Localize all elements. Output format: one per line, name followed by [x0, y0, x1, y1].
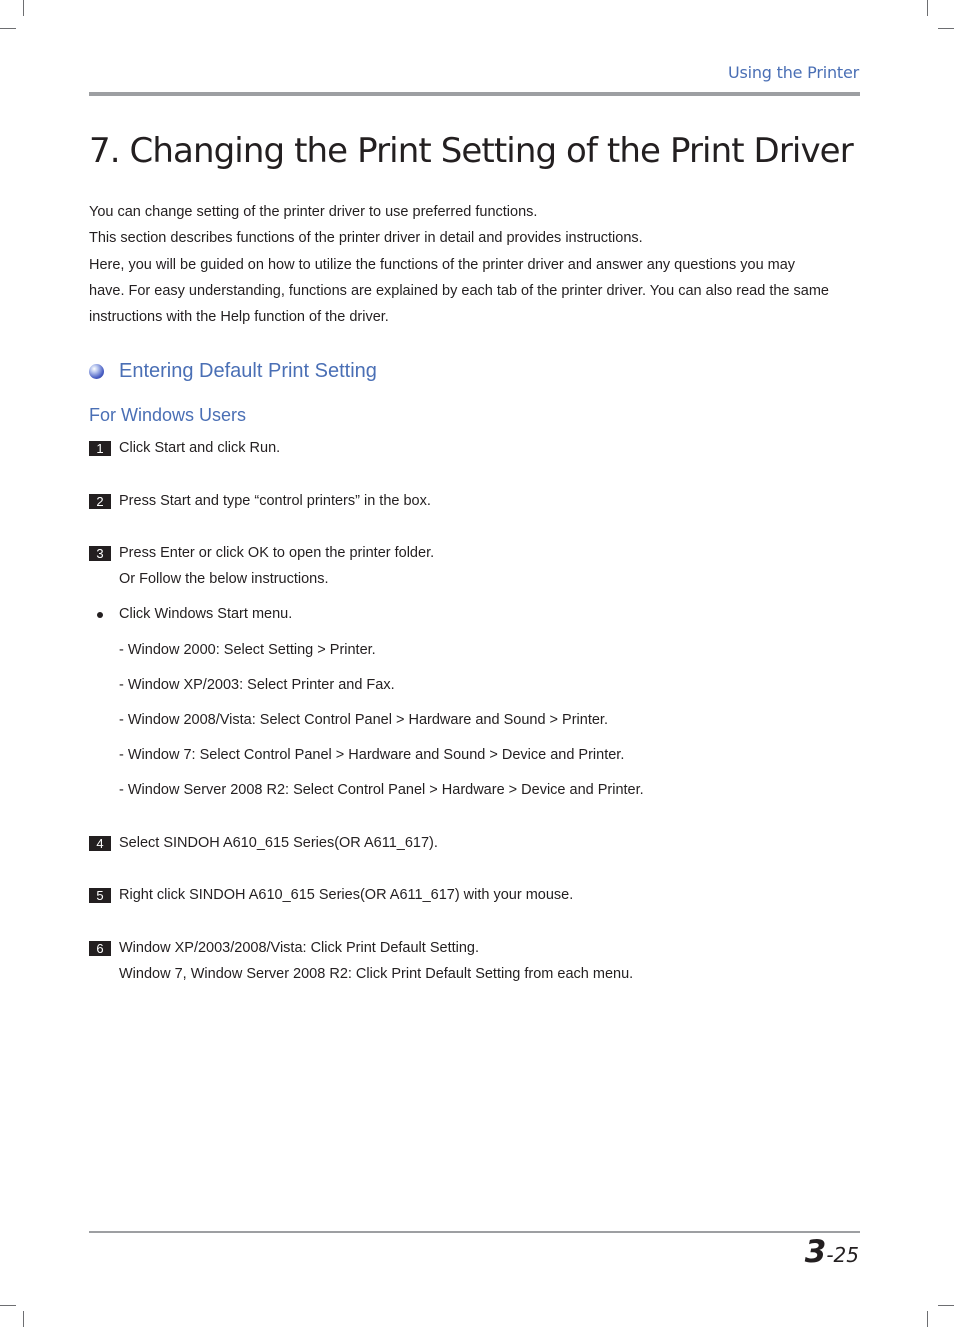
step-text: Press Enter or click OK to open the printer folder.	[119, 545, 435, 561]
page-title: 7. Changing the Print Setting of the Print Driver	[89, 131, 853, 171]
intro-text	[89, 199, 829, 330]
step-number-badge: 6	[89, 941, 111, 956]
section-heading	[89, 360, 377, 383]
bullet-ball-icon	[89, 364, 104, 379]
footer-rule	[89, 1231, 860, 1233]
step-number-badge: 2	[89, 494, 111, 509]
step-2	[89, 493, 431, 509]
step-text: Select SINDOH A610_615 Series(OR A611_617).	[119, 835, 438, 851]
crop-mark	[23, 1311, 24, 1327]
step-5	[89, 887, 573, 903]
bullet-sub-item: - Window Server 2008 R2: Select Control Panel > Hardware > Device and Printer.	[119, 782, 644, 798]
intro-paragraph: This section describes functions of the printer driver in detail and provides instructions.	[89, 230, 643, 247]
step-number-badge: 1	[89, 441, 111, 456]
chapter-number: 3	[804, 1234, 827, 1270]
section-heading-text: Entering Default Print Setting	[119, 360, 377, 382]
bullet-sub-item: - Window XP/2003: Select Printer and Fax.	[119, 677, 395, 693]
page-number	[805, 1234, 859, 1270]
sub-heading: For Windows Users	[89, 405, 247, 425]
step-number-badge: 4	[89, 836, 111, 851]
step-3	[89, 545, 434, 561]
crop-mark	[927, 1311, 928, 1327]
header-rule	[89, 92, 860, 96]
step-6-extra: Window 7, Window Server 2008 R2: Click Print Default Setting from each menu.	[119, 966, 634, 982]
step-6	[89, 940, 479, 956]
crop-mark	[0, 28, 16, 29]
step-4	[89, 835, 438, 851]
bullet-dot-icon	[97, 612, 103, 618]
step-1	[89, 440, 280, 456]
crop-mark	[23, 0, 24, 16]
step-number-badge: 5	[89, 888, 111, 903]
step-3-extra: Or Follow the below instructions.	[119, 571, 329, 587]
intro-paragraph: You can change setting of the printer driver to use preferred functions.	[89, 204, 538, 220]
crop-mark	[938, 1305, 954, 1306]
step-text: Click Start and click Run.	[119, 440, 281, 456]
page-number-separator: -	[826, 1243, 834, 1267]
crop-mark	[0, 1305, 16, 1306]
step-text: Window XP/2003/2008/Vista: Click Print Default Setting.	[119, 940, 480, 956]
bullet-item: Click Windows Start menu.	[119, 606, 293, 622]
header-section-label: Using the Printer	[727, 63, 859, 82]
step-text: Right click SINDOH A610_615 Series(OR A611_617) with your mouse.	[119, 887, 574, 903]
step-text: Press Start and type “control printers” in the box.	[119, 493, 431, 509]
bullet-sub-item: - Window 2000: Select Setting > Printer.	[119, 642, 376, 658]
page-number-value: 25	[833, 1243, 859, 1267]
bullet-sub-item: - Window 7: Select Control Panel > Hardware and Sound > Device and Printer.	[119, 747, 625, 763]
crop-mark	[927, 0, 928, 16]
intro-paragraph: Here, you will be guided on how to utilize the functions of the printer driver and answer any questions you may have. For easy understanding, functions are explained by each tab of the printer driver. You can also read the same instructions with the Help function of the driver.	[89, 256, 829, 326]
bullet-sub-item: - Window 2008/Vista: Select Control Panel > Hardware and Sound > Printer.	[119, 712, 608, 728]
crop-mark	[938, 28, 954, 29]
step-number-badge: 3	[89, 546, 111, 561]
